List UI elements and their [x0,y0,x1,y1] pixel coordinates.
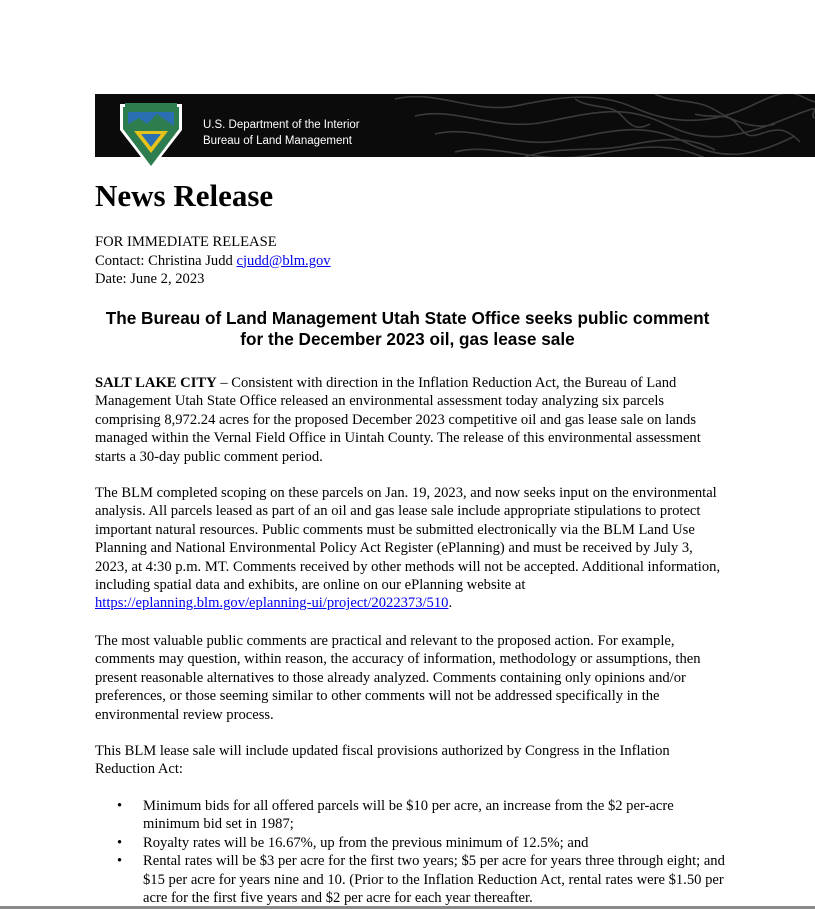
dateline: SALT LAKE CITY [95,375,217,391]
agency-name [203,117,360,149]
contact-line [95,252,331,271]
release-date: Date: June 2, 2023 [95,271,205,287]
paragraph-intro [95,374,725,466]
paragraph-scoping-text: The BLM completed scoping on these parcels on Jan. 19, 2023, and now seeks input on the environmental analysis. All parcels leased as part of an oil and gas lease sale include appropriate stipulations to protect important natural resources. Public comments must be submitted electronically via the BLM Land Use Planning and National Environmental Policy Act Register (ePlanning) and must be received by July 3, 2023, at 4:30 p.m. MT. Comments received by other methods will not be accepted. Additional information, including spatial data and exhibits, are online on our ePlanning website at [95,485,721,594]
list-item [95,852,725,907]
paragraph-fiscal: This BLM lease sale will include updated fiscal provisions authorized by Congress in the Inflation Reduction Act: [95,743,670,778]
list-item [95,834,725,852]
paragraph-comments: The most valuable public comments are practical and relevant to the proposed action. For example, comments may question, within reason, the accuracy of information, methodology or assumptions, then present reasonable alternatives to those already analyzed. Comments containing only opinions and/or preferences, or those seeming similar to other comments will not be addressed specifically in the environmental review process. [95,633,701,723]
fiscal-provisions-list [95,797,725,907]
blm-logo-icon [117,100,185,172]
release-label: FOR IMMEDIATE RELEASE [95,234,277,250]
agency-line-bureau: Bureau of Land Management [203,135,352,147]
page-title: News Release [95,178,274,213]
paragraph-scoping-end: . [448,595,453,612]
bullet-icon: • [117,834,123,851]
eplanning-link[interactable]: https://eplanning.blm.gov/eplanning-ui/project/2022373/510 [95,595,449,612]
list-item-text: Rental rates will be $3 per acre for the first two years; $5 per acre for years three through eight; and $15 per acre for years nine and 10. (Prior to the Inflation Reduction Act, rental rates were $1.50 per acre for the first five years and $2 per acre for each year thereafter. [143,853,725,907]
list-item-text: Royalty rates will be 16.67%, up from the previous minimum of 12.5%; and [143,834,589,851]
contact-name: Contact: Christina Judd [95,252,237,269]
bullet-icon: • [117,853,123,870]
release-meta [95,233,331,289]
list-item-text: Minimum bids for all offered parcels will be $10 per acre, an increase from the $2 per-acre minimum bid set in 1987; [143,798,674,833]
agency-line-department: U.S. Department of the Interior [203,119,360,131]
bullet-icon: • [117,798,123,814]
paragraph-intro-text: – Consistent with direction in the Inflation Reduction Act, the Bureau of Land Management Utah State Office released an environmental assessment today analyzing six parcels comprising 8,972.24 acres for the proposed December 2023 competitive oil and gas lease sale on lands managed within the Vernal Field Office in Uintah County. The release of this environmental assessment starts a 30-day public comment period. [95,375,701,465]
paragraph-scoping [95,484,725,613]
list-item [95,797,725,834]
headline: The Bureau of Land Management Utah State Office seeks public comment for the December 2023 oil, gas lease sale [105,308,710,349]
contact-email-link[interactable]: cjudd@blm.gov [236,252,331,269]
